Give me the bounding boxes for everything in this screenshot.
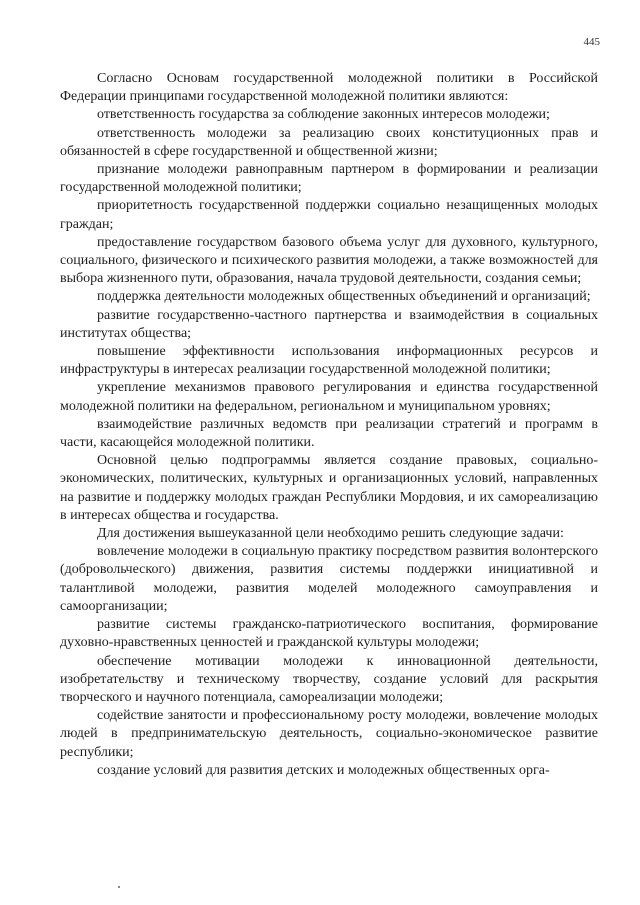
paragraph: поддержка деятельности молодежных общественных объединений и организаций; (97, 289, 591, 305)
paragraph: создание условий для развития детских и молодежных общественных орга- (97, 762, 550, 778)
paragraph: обеспечение мотивации молодежи к инновационной деятельности, изобретательству и техническому творчеству, создание условий для раскрытия творческого и научного потенциала, самореализации молодежи; (60, 653, 598, 705)
paragraph: вовлечение молодежи в социальную практику посредством развития волонтерского (добровольческого) движения, развития системы поддержки инициативной и талантливой молодежи, развития моделей молодежного самоуправления и самоорганизации; (60, 544, 598, 614)
paragraph: предоставление государством базового объема услуг для духовного, культурного, социального, физического и психического развития молодежи, а также возможностей для выбора жизненного пути, образования, начала трудовой деятельности, создания семьи; (60, 234, 598, 287)
paragraph: Основной целью подпрограммы является создание правовых, социально-экономических, политических, культурных и организационных условий, направленных на развитие и поддержку молодых граждан Республики Мордовия, и их самореализацию в интересах общества и государства. (60, 453, 598, 523)
page-number: 445 (583, 36, 600, 48)
paragraph: Согласно Основам государственной молодежной политики в Российской Федерации принципами государственной молодежной политики являются: (60, 71, 598, 105)
paragraph: признание молодежи равноправным партнером в формировании и реализации государственной молодежной политики; (60, 162, 598, 196)
paragraph: развитие государственно-частного партнерства и взаимодействия в социальных институтах общества; (60, 307, 598, 341)
paragraph: содействие занятости и профессиональному росту молодежи, вовлечение молодых людей в предпринимательскую деятельность, социально-экономическое развитие республики; (60, 708, 598, 760)
paragraph: ответственность государства за соблюдение законных интересов молодежи; (97, 107, 550, 123)
paragraph: Для достижения вышеуказанной цели необходимо решить следующие задачи: (97, 526, 564, 542)
paragraph: укрепление механизмов правового регулирования и единства государственной молодежной политики на федеральном, региональном и муниципальном уровнях; (60, 380, 598, 414)
paragraph: ответственность молодежи за реализацию своих конституционных прав и обязанностей в сфере государственной и общественной жизни; (60, 125, 598, 159)
paragraph: развитие системы гражданско-патриотического воспитания, формирование духовно-нравственных ценностей и гражданской культуры молодежи; (60, 617, 598, 651)
paragraph: приоритетность государственной поддержки социально незащищенных молодых граждан; (60, 198, 598, 232)
paragraph: взаимодействие различных ведомств при реализации стратегий и программ в части, касающейся молодежной политики. (60, 416, 598, 451)
paragraph: повышение эффективности использования информационных ресурсов и инфраструктуры в интересах реализации государственной молодежной политики; (60, 344, 598, 378)
body-text (60, 70, 598, 780)
scan-speck (118, 886, 120, 888)
